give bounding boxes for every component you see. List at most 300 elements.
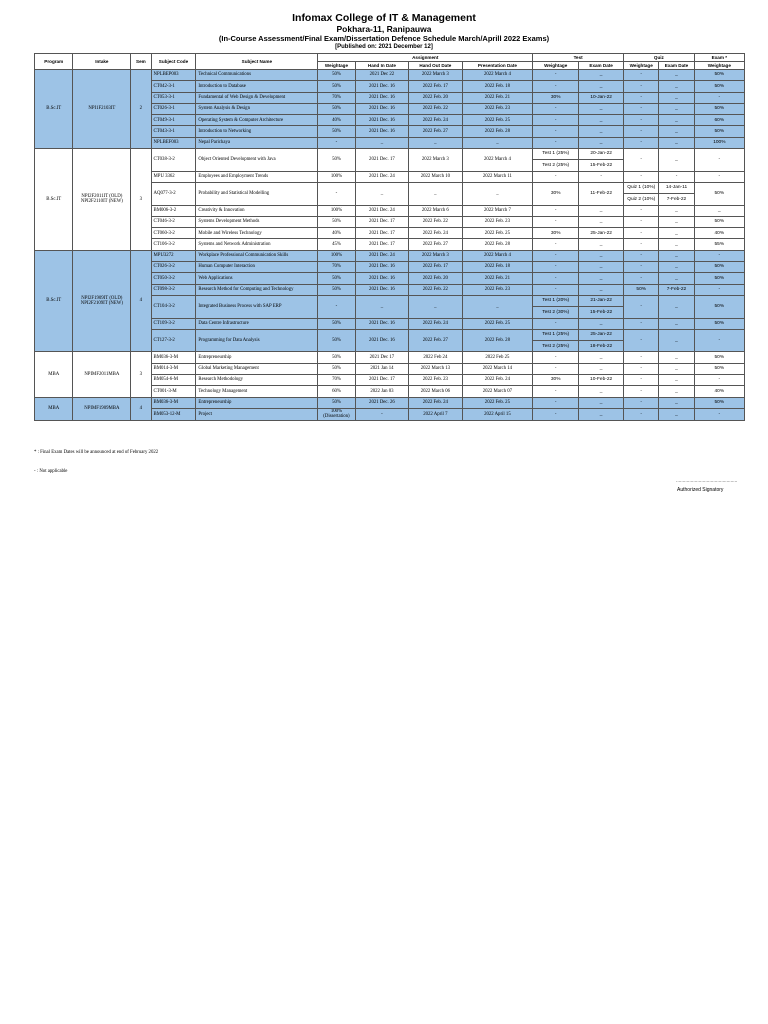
- college-name: Infomax College of IT & Management: [292, 12, 476, 24]
- table-row: [35, 250, 745, 261]
- exam-weightage-cell: 60%: [694, 115, 744, 126]
- test-weightage-cell: -: [533, 205, 579, 216]
- quiz-date-cell: _: [659, 70, 694, 81]
- quiz-date-cell: _: [659, 205, 694, 216]
- subject-name-cell: Nepal Parichaya: [196, 137, 318, 148]
- presentation-cell: 2022 Feb. 23: [462, 284, 533, 295]
- table-row: [35, 70, 745, 81]
- col-subject-code: Subject Code: [151, 54, 196, 70]
- presentation-cell: 2022 Feb. 25: [462, 318, 533, 329]
- quiz-weightage-cell: -: [624, 375, 659, 386]
- hand-out-cell: 2022 Feb. 23: [409, 375, 462, 386]
- subject-code-cell: CT127-3-2: [151, 329, 196, 352]
- quiz-date-cell: _: [659, 216, 694, 227]
- subject-code-cell: CT053-3-1: [151, 92, 196, 103]
- quiz-date-cell: _: [659, 408, 694, 420]
- presentation-cell: 2022 Feb. 23: [462, 103, 533, 114]
- sem-cell: 3: [131, 149, 151, 251]
- subject-name-cell: Entrepreneurship: [196, 397, 318, 408]
- col-quiz: Quiz: [624, 54, 695, 62]
- quiz-weightage-cell: -: [624, 70, 659, 81]
- hand-in-cell: _: [355, 182, 408, 205]
- quiz-weightage-cell: -: [624, 115, 659, 126]
- hand-in-cell: _: [355, 137, 408, 148]
- col-presentation: Presentation Date: [462, 62, 533, 70]
- quiz-date-cell: _: [659, 273, 694, 284]
- assignment-weightage-cell: 50%: [318, 149, 355, 172]
- subject-name-cell: Global Marketing Management: [196, 363, 318, 374]
- test-date-cell: _: [579, 273, 624, 284]
- assignment-weightage-cell: -: [318, 182, 355, 205]
- test-date-cell: 11-Feb-22: [579, 182, 624, 205]
- quiz-weightage-cell: -: [624, 103, 659, 114]
- table-row: [35, 149, 745, 160]
- subject-name-cell: Probability and Statistical Modelling: [196, 182, 318, 205]
- test-weightage-cell: -: [533, 81, 579, 92]
- col-quiz-exam-date: Exam Date: [659, 62, 694, 70]
- quiz-date-cell: _: [659, 149, 694, 172]
- hand-out-cell: 2022 Feb. 22: [409, 103, 462, 114]
- subject-name-cell: Technical Communications: [196, 70, 318, 81]
- hand-out-cell: 2022 Feb 24: [409, 352, 462, 363]
- presentation-cell: 2022 Feb. 18: [462, 262, 533, 273]
- test-date-cell: _: [579, 408, 624, 420]
- assignment-weightage-cell: 50%: [318, 397, 355, 408]
- exam-weightage-cell: -: [694, 250, 744, 261]
- quiz-date-cell: _: [659, 262, 694, 273]
- assignment-weightage-cell: 100%: [318, 171, 355, 182]
- presentation-cell: 2022 Feb. 28: [462, 239, 533, 250]
- quiz-date-cell: _: [659, 329, 694, 352]
- exam-weightage-cell: -: [694, 408, 744, 420]
- quiz-weightage-cell: 50%: [624, 284, 659, 295]
- signature-line: ..............................................: [676, 479, 738, 484]
- test-weightage-cell: -: [533, 273, 579, 284]
- quiz-date-cell: 7-Feb-22: [659, 194, 694, 205]
- subject-code-cell: BM054-6-M: [151, 375, 196, 386]
- subject-name-cell: Programming for Data Analysis: [196, 329, 318, 352]
- test-date-cell: 15-Feb-22: [579, 160, 624, 171]
- subject-code-cell: AQ077-3-2: [151, 182, 196, 205]
- subject-code-cell: CT038-3-2: [151, 149, 196, 172]
- presentation-cell: 2022 Feb. 21: [462, 92, 533, 103]
- subject-code-cell: CT109-3-2: [151, 318, 196, 329]
- subject-code-cell: NPLBEP003: [151, 70, 196, 81]
- exam-weightage-cell: -: [694, 375, 744, 386]
- assignment-weightage-cell: 50%: [318, 126, 355, 137]
- schedule-title: (In-Course Assessment/Final Exam/Dissertation Defence Schedule March/Aprill 2022 Exams): [218, 34, 550, 43]
- quiz-weightage-cell: -: [624, 216, 659, 227]
- test-date-cell: _: [579, 216, 624, 227]
- quiz-weightage-cell: -: [624, 228, 659, 239]
- hand-in-cell: 2021 Dec. 17: [355, 228, 408, 239]
- assignment-weightage-cell: 70%: [318, 262, 355, 273]
- quiz-date-cell: 7-Feb-22: [659, 284, 694, 295]
- table-row: [35, 352, 745, 363]
- col-exam: Exam *: [694, 54, 744, 62]
- hand-in-cell: _: [355, 295, 408, 318]
- col-hand-out: Hand Out Date: [409, 62, 462, 70]
- test-weightage-cell: -: [533, 126, 579, 137]
- hand-in-cell: 2021 Dec. 16: [355, 284, 408, 295]
- hand-out-cell: _: [409, 295, 462, 318]
- hand-in-cell: 2021 Dec. 24: [355, 171, 408, 182]
- hand-in-cell: 2021 Dec. 24: [355, 250, 408, 261]
- subject-name-cell: Systems and Network Administration: [196, 239, 318, 250]
- col-quiz-weightage: Weightage: [624, 62, 659, 70]
- hand-in-cell: 2021 Dec. 16: [355, 329, 408, 352]
- quiz-weightage-cell: -: [624, 137, 659, 148]
- subject-name-cell: Data Centre Infrastructure: [196, 318, 318, 329]
- hand-out-cell: _: [409, 137, 462, 148]
- subject-name-cell: Creativity & Innovation: [196, 205, 318, 216]
- subject-name-cell: Entrepreneurship: [196, 352, 318, 363]
- hand-in-cell: 2021 Dec. 16: [355, 318, 408, 329]
- footnote-not-applicable: - : Not applicable: [34, 469, 68, 474]
- test-date-cell: _: [579, 352, 624, 363]
- test-date-cell: _: [579, 103, 624, 114]
- exam-weightage-cell: 40%: [694, 228, 744, 239]
- subject-name-cell: Object Oriented Development with Java: [196, 149, 318, 172]
- test-weightage-cell: Test 1 (25%): [533, 329, 579, 340]
- subject-code-cell: CT049-3-1: [151, 115, 196, 126]
- program-cell: MBA: [35, 352, 73, 397]
- assignment-weightage-cell: 70%: [318, 375, 355, 386]
- quiz-date-cell: _: [659, 239, 694, 250]
- hand-out-cell: 2022 March 06: [409, 386, 462, 397]
- test-date-cell: _: [579, 397, 624, 408]
- exam-weightage-cell: 50%: [694, 295, 744, 318]
- assignment-weightage-cell: 60%: [318, 386, 355, 397]
- test-weightage-cell: 30%: [533, 228, 579, 239]
- subject-code-cell: CT046-3-2: [151, 216, 196, 227]
- intake-cell: NPI2F1909IT (OLD) NPI2F2109IT (NEW): [73, 250, 131, 352]
- test-weightage-cell: -: [533, 171, 579, 182]
- presentation-cell: 2022 March 4: [462, 149, 533, 172]
- exam-weightage-cell: -: [694, 149, 744, 172]
- test-date-cell: 21-Jan-22: [579, 295, 624, 306]
- quiz-weightage-cell: -: [624, 126, 659, 137]
- quiz-date-cell: _: [659, 318, 694, 329]
- hand-out-cell: 2022 March 13: [409, 363, 462, 374]
- assignment-weightage-cell: 50%: [318, 103, 355, 114]
- subject-name-cell: Operating System & Computer Architecture: [196, 115, 318, 126]
- test-date-cell: _: [579, 137, 624, 148]
- hand-in-cell: -: [355, 408, 408, 420]
- subject-name-cell: Introduction to Database: [196, 81, 318, 92]
- assignment-weightage-cell: 50%: [318, 352, 355, 363]
- program-cell: MBA: [35, 397, 73, 420]
- col-test-exam-date: Exam Date: [579, 62, 624, 70]
- col-subject-name: Subject Name: [196, 54, 318, 70]
- exam-weightage-cell: 50%: [694, 318, 744, 329]
- test-date-cell: 25-Jan-22: [579, 228, 624, 239]
- subject-code-cell: CT098-3-2: [151, 284, 196, 295]
- presentation-cell: 2022 March 7: [462, 205, 533, 216]
- quiz-date-cell: _: [659, 92, 694, 103]
- hand-out-cell: 2022 Feb. 22: [409, 216, 462, 227]
- college-location: Pokhara-11, Ranipauwa: [336, 24, 432, 34]
- assignment-weightage-cell: 50%: [318, 70, 355, 81]
- assignment-weightage-cell: 100%: [318, 250, 355, 261]
- quiz-date-cell: _: [659, 81, 694, 92]
- header-row-1: [35, 54, 745, 62]
- subject-name-cell: Project: [196, 408, 318, 420]
- col-test: Test: [533, 54, 624, 62]
- program-cell: B.Sc.IT: [35, 250, 73, 352]
- assignment-weightage-cell: -: [318, 295, 355, 318]
- subject-name-cell: Research Method for Computing and Technology: [196, 284, 318, 295]
- test-date-cell: _: [579, 239, 624, 250]
- assignment-weightage-cell: 70%: [318, 92, 355, 103]
- exam-weightage-cell: -: [694, 92, 744, 103]
- test-weightage-cell: -: [533, 363, 579, 374]
- test-date-cell: _: [579, 205, 624, 216]
- presentation-cell: _: [462, 295, 533, 318]
- footnote-exam: * : Final Exam Dates will be announced at end of February 2022: [34, 450, 159, 455]
- assignment-weightage-cell: 40%: [318, 228, 355, 239]
- quiz-weightage-cell: -: [624, 262, 659, 273]
- presentation-cell: 2022 March 07: [462, 386, 533, 397]
- hand-in-cell: 2021 Dec. 24: [355, 205, 408, 216]
- hand-out-cell: 2022 Feb. 20: [409, 92, 462, 103]
- test-date-cell: _: [579, 363, 624, 374]
- hand-out-cell: 2022 Feb. 27: [409, 126, 462, 137]
- hand-out-cell: 2022 Feb. 27: [409, 329, 462, 352]
- quiz-date-cell: _: [659, 352, 694, 363]
- quiz-weightage-cell: -: [624, 329, 659, 352]
- subject-name-cell: Systems Development Methods: [196, 216, 318, 227]
- quiz-date-cell: _: [659, 295, 694, 318]
- quiz-weightage-cell: -: [624, 295, 659, 318]
- subject-name-cell: Mobile and Wireless Technology: [196, 228, 318, 239]
- assignment-weightage-cell: 50%: [318, 273, 355, 284]
- presentation-cell: 2022 Feb. 23: [462, 216, 533, 227]
- exam-weightage-cell: 50%: [694, 81, 744, 92]
- test-weightage-cell: -: [533, 397, 579, 408]
- exam-weightage-cell: 40%: [694, 386, 744, 397]
- presentation-cell: 2022 Feb. 25: [462, 115, 533, 126]
- table-row: [35, 397, 745, 408]
- subject-code-cell: BM053-12-M: [151, 408, 196, 420]
- hand-in-cell: 2021 Jan 14: [355, 363, 408, 374]
- intake-cell: NPIMF1909MBA: [73, 397, 131, 420]
- quiz-weightage-cell: -: [624, 205, 659, 216]
- exam-weightage-cell: 50%: [694, 216, 744, 227]
- col-test-weightage: Weightage: [533, 62, 579, 70]
- col-assignment-weightage: Weightage: [318, 62, 355, 70]
- subject-name-cell: Employees and Employment Trends: [196, 171, 318, 182]
- hand-in-cell: 2021 Dec. 16: [355, 273, 408, 284]
- hand-out-cell: 2022 Feb. 24: [409, 397, 462, 408]
- assignment-weightage-cell: -: [318, 137, 355, 148]
- quiz-weightage-cell: -: [624, 318, 659, 329]
- subject-code-cell: CT043-3-1: [151, 126, 196, 137]
- quiz-weightage-cell: -: [624, 171, 659, 182]
- assignment-weightage-cell: 50%: [318, 329, 355, 352]
- subject-code-cell: NPLBEF003: [151, 137, 196, 148]
- test-weightage-cell: -: [533, 386, 579, 397]
- quiz-weightage-cell: -: [624, 92, 659, 103]
- hand-out-cell: 2022 March 3: [409, 70, 462, 81]
- exam-weightage-cell: 50%: [694, 352, 744, 363]
- quiz-weightage-cell: -: [624, 386, 659, 397]
- quiz-date-cell: 14-Jan-11: [659, 182, 694, 193]
- hand-out-cell: 2022 March 3: [409, 149, 462, 172]
- subject-code-cell: BM036-3-M: [151, 352, 196, 363]
- test-date-cell: _: [579, 81, 624, 92]
- subject-name-cell: System Analysis & Design: [196, 103, 318, 114]
- hand-out-cell: 2022 Feb. 24: [409, 318, 462, 329]
- hand-in-cell: 2021 Dec. 26: [355, 397, 408, 408]
- quiz-weightage-cell: -: [624, 149, 659, 172]
- test-weightage-cell: -: [533, 137, 579, 148]
- quiz-weightage-cell: -: [624, 81, 659, 92]
- hand-in-cell: 2021 Dec. 17: [355, 239, 408, 250]
- quiz-date-cell: _: [659, 386, 694, 397]
- quiz-date-cell: _: [659, 137, 694, 148]
- hand-in-cell: 2021 Dec. 16: [355, 81, 408, 92]
- hand-out-cell: 2022 Feb. 27: [409, 239, 462, 250]
- assignment-weightage-cell: 40%: [318, 115, 355, 126]
- hand-in-cell: 2021 Dec. 16: [355, 126, 408, 137]
- quiz-date-cell: _: [659, 397, 694, 408]
- exam-weightage-cell: 50%: [694, 273, 744, 284]
- subject-name-cell: Human Computer Interaction: [196, 262, 318, 273]
- intake-cell: NPI1F2103IT: [73, 70, 131, 149]
- subject-code-cell: BM014-3-M: [151, 363, 196, 374]
- test-weightage-cell: -: [533, 318, 579, 329]
- exam-weightage-cell: 50%: [694, 397, 744, 408]
- exam-weightage-cell: -: [694, 171, 744, 182]
- assignment-weightage-cell: 45%: [318, 239, 355, 250]
- test-weightage-cell: Test 1 (20%): [533, 295, 579, 306]
- quiz-date-cell: -: [659, 171, 694, 182]
- quiz-date-cell: _: [659, 228, 694, 239]
- exam-weightage-cell: -: [694, 284, 744, 295]
- test-date-cell: _: [579, 126, 624, 137]
- presentation-cell: 2022 March 4: [462, 250, 533, 261]
- hand-out-cell: 2022 March 6: [409, 205, 462, 216]
- hand-in-cell: 2021 Dec. 16: [355, 262, 408, 273]
- hand-in-cell: 2021 Dec. 17: [355, 216, 408, 227]
- hand-out-cell: 2022 Feb. 17: [409, 81, 462, 92]
- exam-weightage-cell: _: [694, 205, 744, 216]
- assignment-weightage-cell: 50%: [318, 216, 355, 227]
- subject-code-cell: CT106-3-2: [151, 239, 196, 250]
- quiz-weightage-cell: -: [624, 239, 659, 250]
- subject-name-cell: Web Applications: [196, 273, 318, 284]
- hand-in-cell: 2021 Dec. 16: [355, 103, 408, 114]
- exam-weightage-cell: 55%: [694, 239, 744, 250]
- intake-cell: NPI2F2011IT (OLD) NPI2F2110IT (NEW): [73, 149, 131, 251]
- assignment-weightage-cell: 50%: [318, 284, 355, 295]
- test-date-cell: 10-Feb-22: [579, 375, 624, 386]
- presentation-cell: 2022 Feb. 28: [462, 126, 533, 137]
- hand-out-cell: 2022 March 3: [409, 250, 462, 261]
- presentation-cell: 2022 March 4: [462, 70, 533, 81]
- test-weightage-cell: -: [533, 115, 579, 126]
- hand-out-cell: 2022 Feb. 22: [409, 284, 462, 295]
- subject-name-cell: Research Methodology: [196, 375, 318, 386]
- test-date-cell: 15-Feb-22: [579, 307, 624, 318]
- subject-name-cell: Introduction to Networking: [196, 126, 318, 137]
- quiz-weightage-cell: -: [624, 363, 659, 374]
- test-weightage-cell: -: [533, 103, 579, 114]
- hand-in-cell: 2021 Dec. 16: [355, 115, 408, 126]
- exam-weightage-cell: -: [694, 329, 744, 352]
- subject-code-cell: CT060-3-2: [151, 228, 196, 239]
- test-weightage-cell: Test 2 (30%): [533, 307, 579, 318]
- test-date-cell: _: [579, 115, 624, 126]
- sem-cell: 4: [131, 397, 151, 420]
- test-weightage-cell: Test 2 (25%): [533, 160, 579, 171]
- presentation-cell: 2022 Feb. 21: [462, 273, 533, 284]
- quiz-weightage-cell: -: [624, 352, 659, 363]
- test-weightage-cell: -: [533, 250, 579, 261]
- program-cell: B.Sc.IT: [35, 149, 73, 251]
- hand-out-cell: 2022 Feb. 24: [409, 228, 462, 239]
- presentation-cell: 2022 Feb. 24: [462, 375, 533, 386]
- assignment-weightage-cell: 50%: [318, 363, 355, 374]
- quiz-date-cell: _: [659, 115, 694, 126]
- test-weightage-cell: 30%: [533, 182, 579, 205]
- col-hand-in: Hand In Date: [355, 62, 408, 70]
- quiz-weightage-cell: -: [624, 250, 659, 261]
- test-weightage-cell: Test 2 (25%): [533, 341, 579, 352]
- test-weightage-cell: -: [533, 352, 579, 363]
- subject-code-cell: MPU 3362: [151, 171, 196, 182]
- col-program: Program: [35, 54, 73, 70]
- quiz-weightage-cell: -: [624, 273, 659, 284]
- col-intake: Intake: [73, 54, 131, 70]
- hand-in-cell: 2021 Dec. 17: [355, 375, 408, 386]
- test-date-cell: _: [579, 386, 624, 397]
- exam-weightage-cell: 50%: [694, 363, 744, 374]
- sem-cell: 2: [131, 70, 151, 149]
- test-date-cell: _: [579, 250, 624, 261]
- quiz-weightage-cell: -: [624, 408, 659, 420]
- subject-code-cell: MPU3272: [151, 250, 196, 261]
- subject-name-cell: Fundamental of Web Design & Development: [196, 92, 318, 103]
- subject-code-cell: BM036-3-M: [151, 397, 196, 408]
- quiz-date-cell: _: [659, 103, 694, 114]
- hand-out-cell: 2022 Feb. 24: [409, 115, 462, 126]
- program-cell: B.Sc.IT: [35, 70, 73, 149]
- assignment-weightage-cell: 100% (Dissertation): [318, 408, 355, 420]
- exam-weightage-cell: 50%: [694, 70, 744, 81]
- exam-weightage-cell: 50%: [694, 182, 744, 205]
- presentation-cell: 2022 Feb. 18: [462, 81, 533, 92]
- subject-code-cell: CT042-3-1: [151, 81, 196, 92]
- test-weightage-cell: -: [533, 216, 579, 227]
- presentation-cell: 2022 March 14: [462, 363, 533, 374]
- exam-weightage-cell: 50%: [694, 262, 744, 273]
- hand-out-cell: _: [409, 182, 462, 205]
- exam-weightage-cell: 100%: [694, 137, 744, 148]
- schedule-table: [34, 53, 745, 421]
- hand-out-cell: 2022 April 7: [409, 408, 462, 420]
- hand-in-cell: 2021 Dec. 17: [355, 149, 408, 172]
- presentation-cell: 2022 Feb. 25: [462, 228, 533, 239]
- exam-weightage-cell: 50%: [694, 103, 744, 114]
- presentation-cell: 2022 Feb 25: [462, 352, 533, 363]
- subject-name-cell: Integrated Business Process with SAP ERP: [196, 295, 318, 318]
- presentation-cell: 2022 Feb. 25: [462, 397, 533, 408]
- quiz-date-cell: _: [659, 375, 694, 386]
- document-header: [0, 12, 768, 51]
- authorized-signatory: Authorized Signatory: [677, 487, 724, 493]
